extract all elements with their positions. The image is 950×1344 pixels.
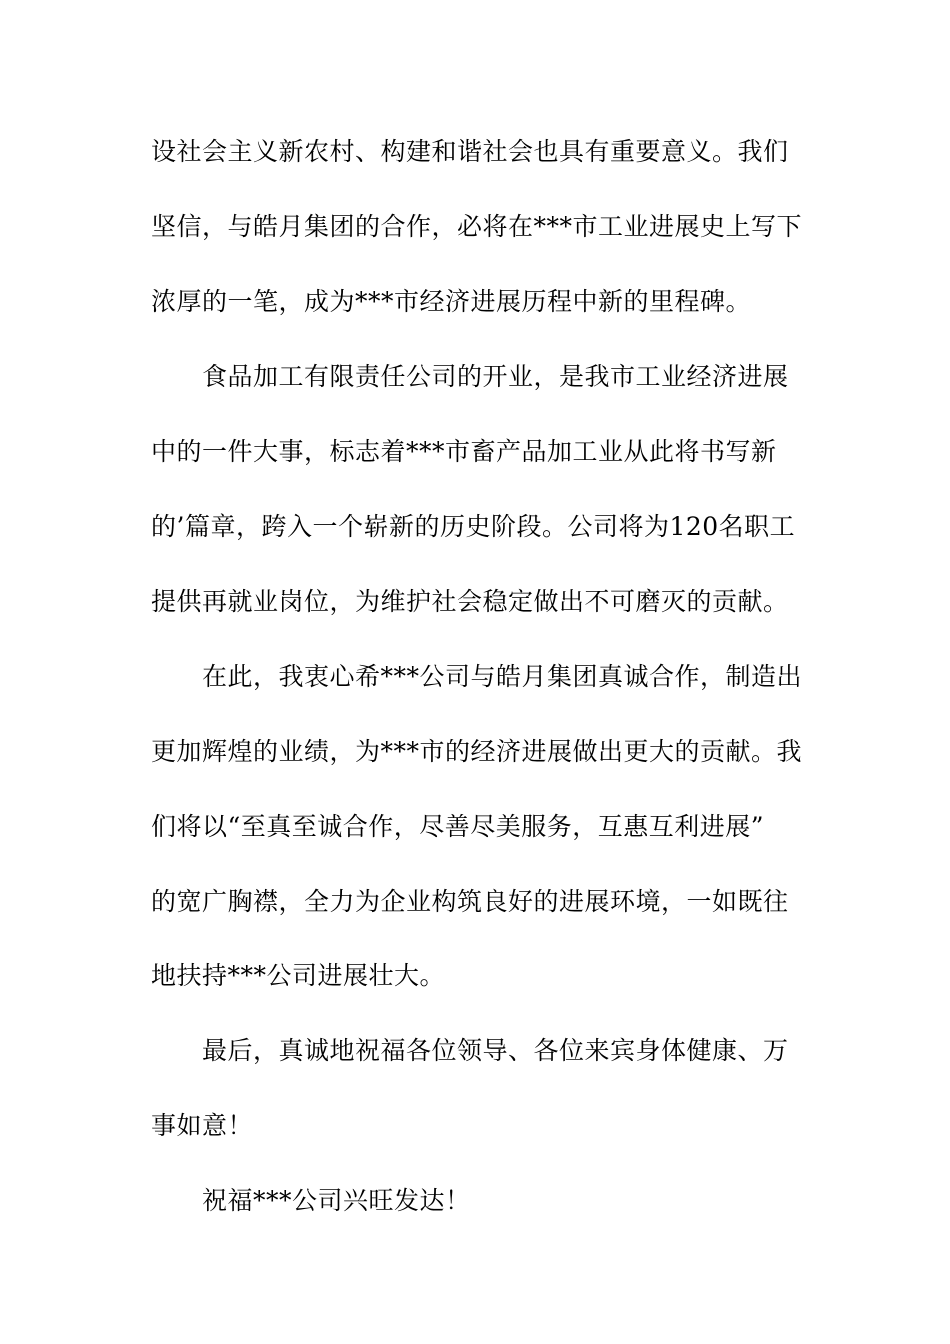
paragraph-line: 地扶持***公司进展壮大。: [151, 961, 446, 990]
paragraph-line: 食品加工有限责任公司的开业，是我市工业经济进展: [202, 362, 789, 391]
paragraph-line: 在此，我衷心希***公司与皓月集团真诚合作，制造出: [202, 662, 803, 691]
paragraph-line: 事如意！: [151, 1111, 254, 1140]
paragraph-line: 中的一件大事，标志着***市畜产品加工业从此将书写新: [151, 437, 777, 466]
paragraph-line: 的宽广胸襟，全力为企业构筑良好的进展环境，一如既往: [151, 887, 789, 916]
paragraph-line: 设社会主义新农村、构建和谐社会也具有重要意义。我们: [151, 137, 789, 166]
paragraph-line: 更加辉煌的业绩，为***市的经济进展做出更大的贡献。我: [151, 737, 803, 766]
paragraph-line: 最后，真诚地祝福各位领导、各位来宾身体健康、万: [202, 1036, 789, 1065]
paragraph-line: 浓厚的一笔，成为***市经济进展历程中新的里程碑。: [151, 287, 752, 316]
paragraph-line: 坚信，与皓月集团的合作，必将在***市工业进展史上写下: [151, 212, 803, 241]
paragraph-line: 祝福***公司兴旺发达！: [202, 1186, 471, 1215]
paragraph-line: 提供再就业岗位，为维护社会稳定做出不可磨灭的贡献。: [151, 587, 789, 616]
paragraph-line: 的’篇章，跨入一个崭新的历史阶段。公司将为120名职工: [151, 512, 796, 541]
paragraph-line: 们将以“至真至诚合作，尽善尽美服务，互惠互利进展”: [151, 812, 765, 841]
